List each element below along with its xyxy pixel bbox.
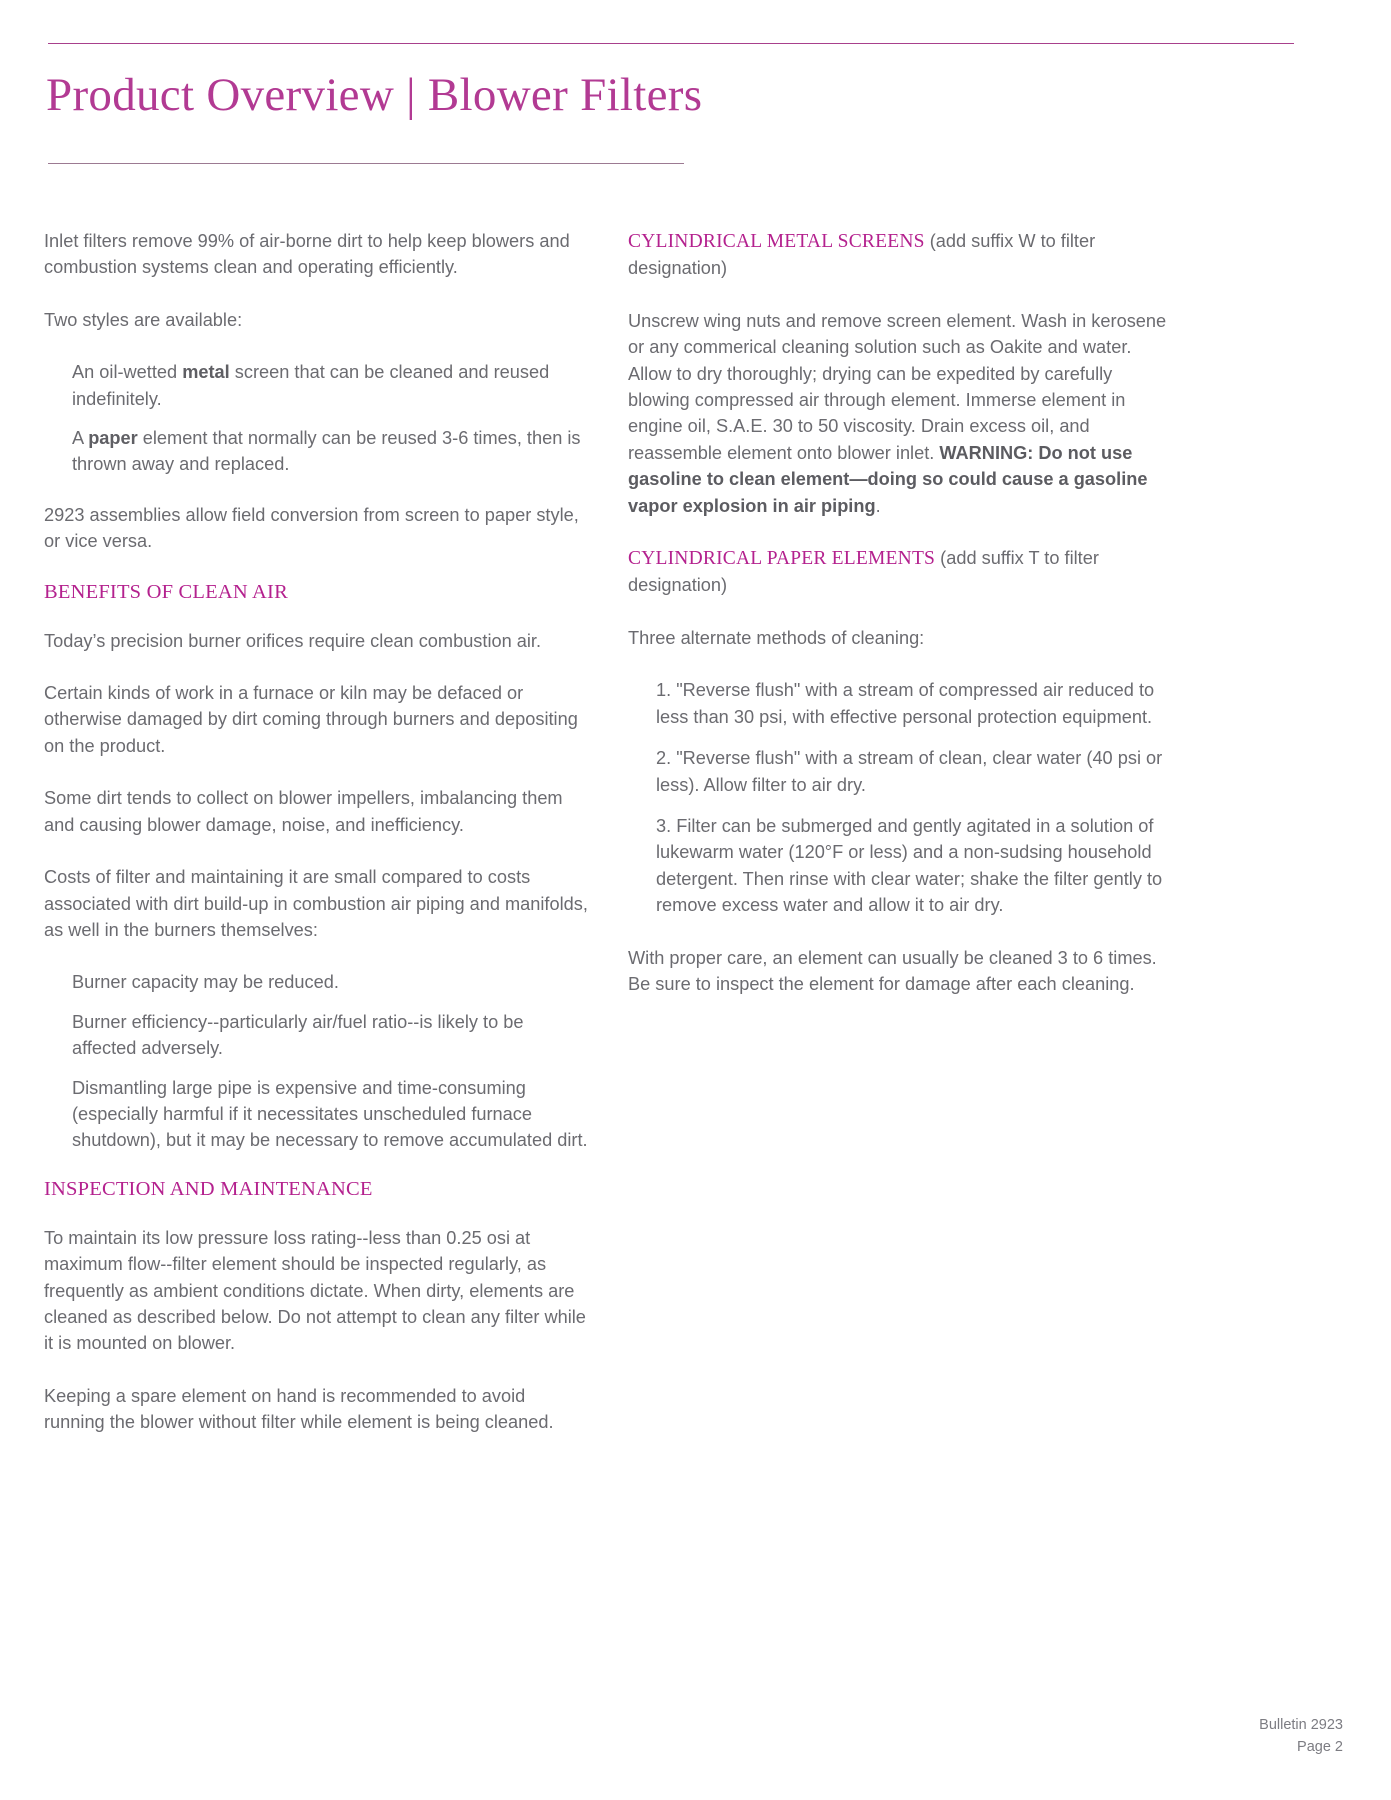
filter-styles-list — [44, 359, 589, 478]
paper-elements-heading-block — [628, 545, 1173, 599]
cleaning-methods-list — [628, 677, 1173, 918]
header-top-rule — [48, 43, 1294, 44]
right-column — [628, 228, 1173, 1023]
page-footer — [1259, 1714, 1343, 1758]
list-item: Burner efficiency--particularly air/fuel ratio--is likely to be affected adversely. — [72, 1011, 524, 1059]
list-item — [44, 359, 589, 412]
runin-heading-suffix: (add suffix W to filter designation) — [628, 231, 1096, 279]
list-item: 2. "Reverse flush" with a stream of clean, clear water (40 psi or less). Allow filter to air dry. — [656, 748, 1163, 795]
metal-screens-body-post: . — [875, 495, 881, 516]
paper-elements-closing: With proper care, an element can usually be cleaned 3 to 6 times. Be sure to inspect the element for damage after each cleaning. — [628, 947, 1157, 994]
paper-elements-lead: Three alternate methods of cleaning: — [628, 627, 925, 648]
style-item-pre: A — [72, 428, 89, 449]
styles-lead-paragraph: Two styles are available: — [44, 309, 243, 330]
section-heading-benefits: BENEFITS OF CLEAN AIR — [44, 580, 288, 603]
warning-text: WARNING: Do not use gasoline to clean element—doing so could cause a gasoline vapor explosion in air piping — [628, 442, 1148, 516]
conversion-paragraph: 2923 assemblies allow field conversion from screen to paper style, or vice versa. — [44, 504, 579, 552]
section-heading-inspection: INSPECTION AND MAINTENANCE — [44, 1177, 373, 1200]
runin-heading-suffix: (add suffix T to filter designation) — [628, 548, 1099, 596]
page-title: Product Overview | Blower Filters — [46, 69, 703, 121]
inspection-paragraph: To maintain its low pressure loss rating--less than 0.25 osi at maximum flow--filter element should be inspected regularly, as frequently as ambient conditions dictate. When dirty, elements are cleaned as described below. Do not attempt to clean any filter while it is mounted on blower. — [44, 1227, 586, 1354]
list-item: Dismantling large pipe is expensive and time-consuming (especially harmful if it necessitates unscheduled furnace shutdown), but it may be necessary to remove accumulated dirt. — [72, 1077, 588, 1151]
metal-screens-body — [628, 308, 1173, 519]
list-item: 1. "Reverse flush" with a stream of compressed air reduced to less than 30 psi, with effective personal protection equipment. — [656, 680, 1155, 727]
inspection-paragraph: Keeping a spare element on hand is recommended to avoid running the blower without filter while element is being cleaned. — [44, 1385, 554, 1433]
style-item-post: screen that can be cleaned and reused indefinitely. — [72, 362, 550, 409]
metal-screens-body-pre: Unscrew wing nuts and remove screen element. Wash in kerosene or any commerical cleaning solution such as Oakite and water. Allow to dry thoroughly; drying can be expedited by carefully blowing compressed air through element. Immerse element in engine oil, S.A.E. 30 to 50 viscosity. Drain excess oil, and reassemble element onto blower inlet. — [628, 310, 1167, 463]
benefits-paragraph: Today’s precision burner orifices require clean combustion air. — [44, 630, 542, 651]
list-item: Burner capacity may be reduced. — [72, 972, 339, 993]
style-item-emphasis: metal — [182, 362, 230, 383]
header-bottom-rule — [48, 163, 684, 164]
cost-impacts-list — [44, 969, 589, 1153]
runin-heading-metal-screens: CYLINDRICAL METAL SCREENS — [628, 231, 925, 252]
intro-paragraph: Inlet filters remove 99% of air-borne dirt to help keep blowers and combustion systems clean and operating efficiently. — [44, 231, 570, 278]
runin-heading-paper-elements: CYLINDRICAL PAPER ELEMENTS — [628, 548, 936, 570]
style-item-emphasis: paper — [88, 428, 138, 449]
benefits-paragraph: Costs of filter and maintaining it are small compared to costs associated with dirt build-up in combustion air piping and manifolds, as well in the burners themselves: — [44, 867, 588, 940]
list-item — [44, 425, 589, 478]
list-item: 3. Filter can be submerged and gently agitated in a solution of lukewarm water (120°F or less) and a non-sudsing household detergent. Then rinse with clear water; shake the filter gently to remove excess water and allow it to air dry. — [656, 815, 1163, 916]
benefits-paragraph: Some dirt tends to collect on blower impellers, imbalancing them and causing blower damage, noise, and inefficiency. — [44, 788, 563, 835]
style-item-post: element that normally can be reused 3-6 times, then is thrown away and replaced. — [72, 428, 581, 475]
left-column — [44, 228, 589, 1462]
benefits-paragraph: Certain kinds of work in a furnace or kiln may be defaced or otherwise damaged by dirt coming through burners and depositing on the product. — [44, 683, 578, 756]
metal-screens-heading-block — [628, 228, 1173, 282]
footer-page-number: Page 2 — [1297, 1739, 1343, 1755]
style-item-pre: An oil-wetted — [72, 362, 183, 383]
footer-bulletin: Bulletin 2923 — [1259, 1717, 1343, 1733]
